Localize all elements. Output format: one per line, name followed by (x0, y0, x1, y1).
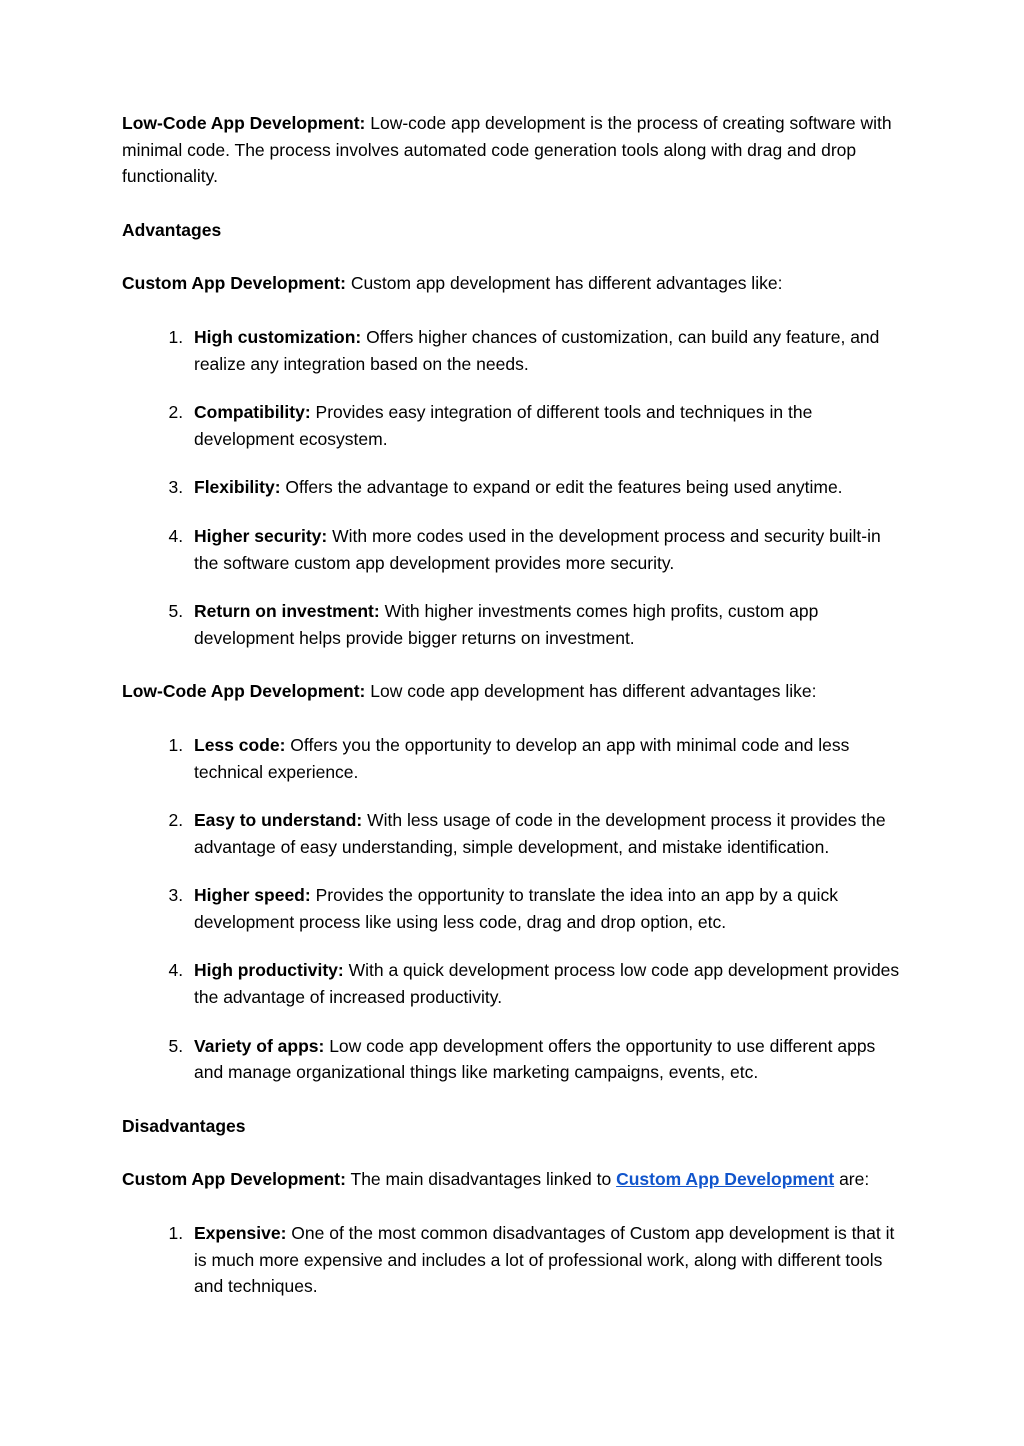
intro-paragraph (122, 110, 904, 190)
section-heading-advantages: Advantages (122, 219, 222, 240)
disadvantages-custom-intro (122, 1166, 904, 1193)
list-item-lead: Less code: (194, 734, 286, 755)
list-item (188, 957, 904, 1010)
list-item-text: One of the most common disadvantages of Custom app development is that it is much more expensive and includes a lot of professional work, along with different tools and techniques. (194, 1223, 895, 1297)
list-item-text: Provides easy integration of different tools and techniques in the development ecosystem. (194, 402, 813, 449)
list-item (188, 474, 904, 501)
intro-text: Low-code app development is the process of creating software with minimal code. The process involves automated code generation tools along with drag and drop functionality. (122, 113, 892, 187)
list-item-lead: Variety of apps: (194, 1035, 325, 1056)
advantages-custom-intro-text: Custom app development has different advantages like: (345, 273, 783, 294)
list-item-lead: Expensive: (194, 1223, 287, 1244)
list-item-text: Offers the advantage to expand or edit the features being used anytime. (280, 477, 843, 498)
list-item-text: With less usage of code in the development process it provides the advantage of easy understanding, simple development, and mistake identification. (194, 810, 886, 857)
advantages-lowcode-intro-lead: Low-Code App Development: (122, 681, 366, 702)
advantages-lowcode-intro (122, 678, 904, 705)
section-heading-disadvantages: Disadvantages (122, 1115, 246, 1136)
list-item-text: With a quick development process low code app development provides the advantage of increased productivity. (194, 960, 900, 1008)
list-item-lead: Compatibility: (194, 402, 311, 423)
list-item-text: Low code app development offers the opportunity to use different apps and manage organizational things like marketing campaigns, events, etc. (194, 1035, 876, 1083)
list-item-text: With higher investments comes high profits, custom app development helps provide bigger returns on investment. (194, 601, 819, 648)
custom-app-development-link[interactable]: Custom App Development (616, 1169, 835, 1190)
list-item-text: Offers you the opportunity to develop an app with minimal code and less technical experience. (194, 734, 850, 782)
list-item (188, 1033, 904, 1086)
list-item-text: With more codes used in the development process and security built-in the software custom app development provides more security. (194, 525, 881, 573)
list-item-lead: Flexibility: (194, 477, 281, 498)
advantages-custom-intro (122, 270, 904, 297)
list-item-lead: High customization: (194, 326, 362, 347)
disadvantages-custom-intro-text-before: The main disadvantages linked to (345, 1169, 617, 1190)
disadvantages-custom-list-block (122, 1220, 904, 1300)
intro-lead: Low-Code App Development: (122, 113, 366, 133)
list-item-lead: High productivity: (194, 960, 344, 981)
list-item (188, 598, 904, 651)
list-item-text: Offers higher chances of customization, can build any feature, and realize any integration based on the needs. (194, 326, 880, 374)
list-item (188, 1220, 904, 1300)
list-item (188, 523, 904, 576)
list-item-lead: Higher speed: (194, 885, 311, 906)
list-item-lead: Easy to understand: (194, 810, 363, 831)
disadvantages-custom-intro-lead: Custom App Development: (122, 1169, 346, 1190)
list-item-lead: Return on investment: (194, 601, 380, 622)
list-item (188, 399, 904, 452)
list-item (188, 807, 904, 860)
list-item-lead: Higher security: (194, 525, 328, 546)
list-item (188, 732, 904, 785)
advantages-custom-intro-lead: Custom App Development: (122, 273, 346, 294)
advantages-lowcode-intro-text: Low code app development has different advantages like: (365, 681, 817, 702)
advantages-custom-list-block (122, 324, 904, 651)
disadvantages-custom-intro-text-after: are: (834, 1169, 870, 1190)
advantages-lowcode-list (122, 732, 904, 1086)
advantages-lowcode-list-block (122, 732, 904, 1086)
list-item (188, 882, 904, 935)
disadvantages-custom-list (122, 1220, 904, 1300)
list-item (188, 324, 904, 377)
list-item-text: Provides the opportunity to translate the idea into an app by a quick development process like using less code, drag and drop option, etc. (194, 885, 838, 932)
advantages-custom-list (122, 324, 904, 651)
